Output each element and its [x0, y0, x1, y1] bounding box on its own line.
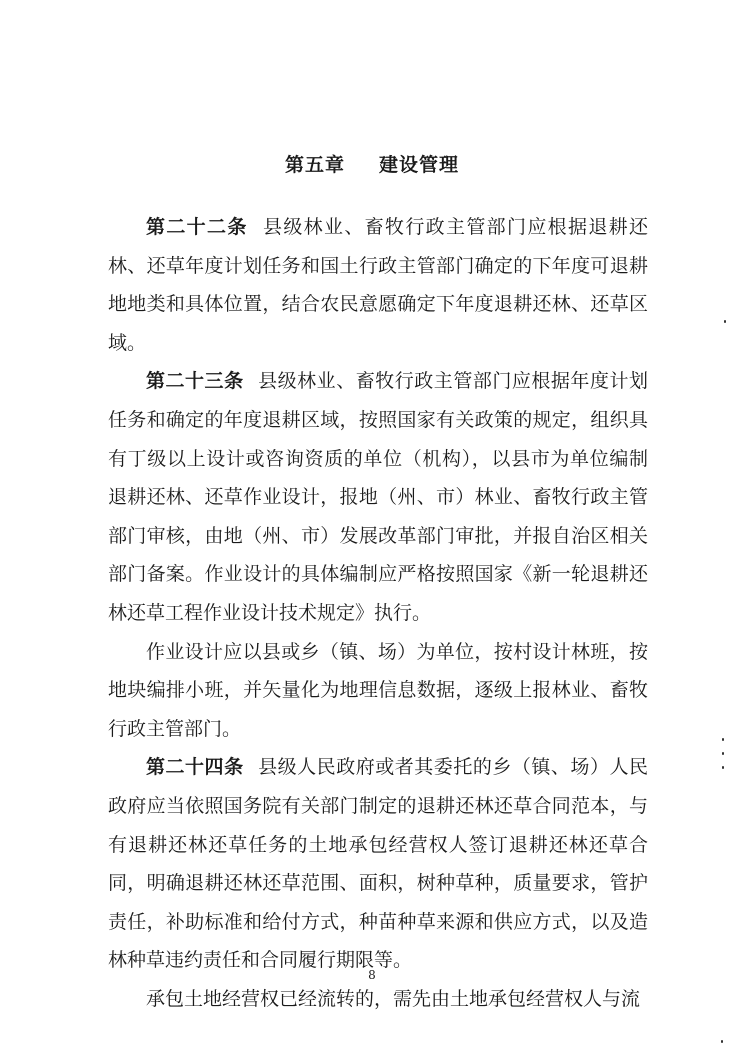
paragraph-transfer: [108, 980, 648, 1019]
chapter-title: 建设管理: [379, 154, 460, 176]
paragraph-article-22: [108, 208, 648, 362]
article-number: 第二十四条: [146, 756, 244, 779]
scan-speck: [722, 766, 724, 769]
article-number: 第二十二条: [146, 216, 248, 238]
paragraph-text: 县级人民政府或者其委托的乡（镇、场）人民政府应当依照国务院有关部门制定的退耕还林还草合同范本，与有退耕还林还草任务的土地承包经营权人签订退耕还林还草合同，明确退耕还林还草范围、面积，树种草种，质量要求，管护责任，补助标准和给付方式，种苗种草来源和供应方式，以及造林种草违约责任和合同履行期限等。: [108, 756, 648, 972]
chapter-number: 第五章: [284, 154, 345, 176]
scan-speck: [724, 320, 726, 323]
scan-speck: [722, 752, 724, 755]
paragraph-article-24: [108, 748, 648, 980]
scan-speck: [721, 1040, 723, 1043]
paragraph-text: 县级林业、畜牧行政主管部门应根据退耕还林、还草年度计划任务和国土行政主管部门确定的下年度可退耕地地类和具体位置，结合农民意愿确定下年度退耕还林、还草区域。: [108, 216, 648, 354]
page-number: 8: [368, 968, 376, 982]
scan-speck: [722, 738, 724, 741]
paragraph-design-unit: [108, 633, 648, 749]
paragraph-text: 承包土地经营权已经流转的，需先由土地承包经营权人与流: [146, 987, 641, 1010]
paragraph-text: 作业设计应以县或乡（镇、场）为单位，按村设计林班，按地块编排小班，并矢量化为地理信息数据，逐级上报林业、畜牧行政主管部门。: [108, 640, 648, 740]
paragraph-article-23: [108, 362, 648, 632]
chapter-heading: [0, 150, 744, 177]
document-body: [108, 208, 648, 1018]
paragraph-text: 县级林业、畜牧行政主管部门应根据年度计划任务和确定的年度退耕区域，按照国家有关政策的规定，组织具有丁级以上设计或咨询资质的单位（机构），以县市为单位编制退耕还林、还草作业设计，报地（州、市）林业、畜牧行政主管部门审核，由地（州、市）发展改革部门审批，并报自治区相关部门备案。作业设计的具体编制应严格按照国家《新一轮退耕还林还草工程作业设计技术规定》执行。: [108, 370, 648, 624]
article-number: 第二十三条: [146, 370, 244, 393]
